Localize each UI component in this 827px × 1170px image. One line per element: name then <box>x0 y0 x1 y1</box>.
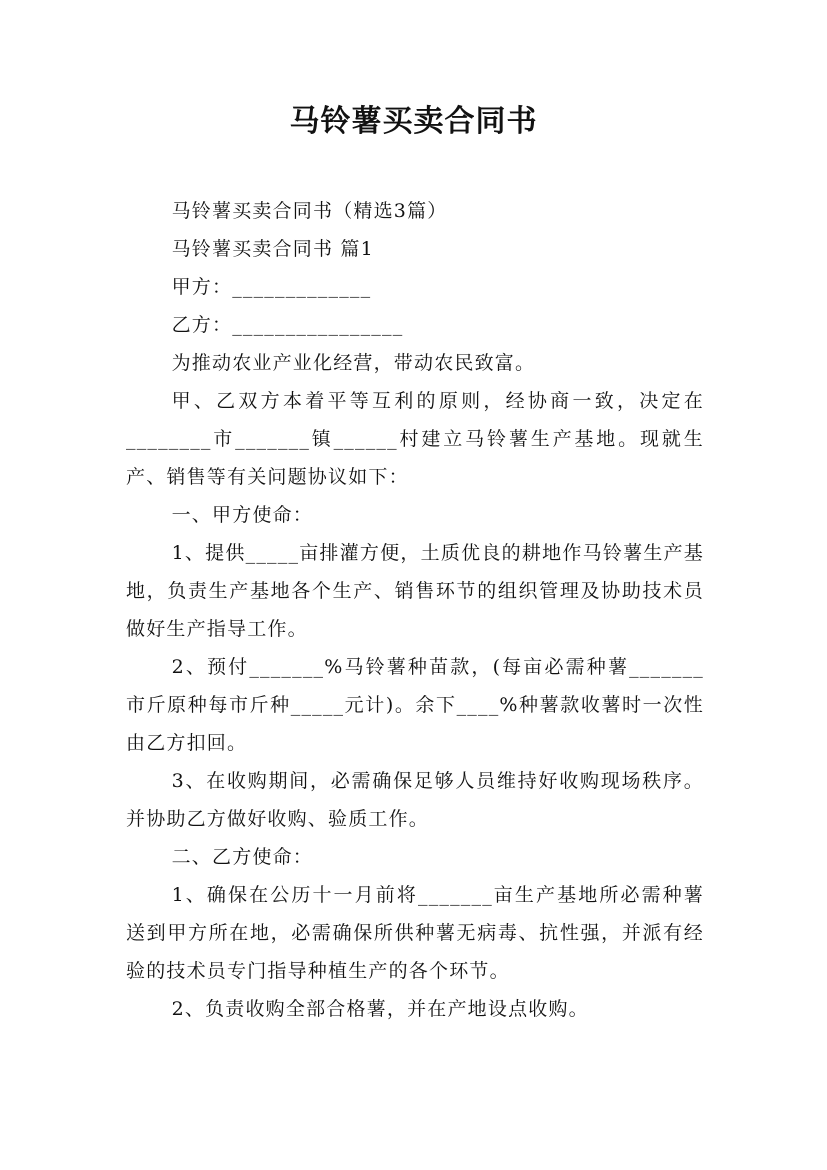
party-a-item-3: 3、在收购期间，必需确保足够人员维持好收购现场秩序。并协助乙方做好收购、验质工作。 <box>126 770 704 830</box>
section-heading-party-b: 二、乙方使命： <box>171 846 313 868</box>
paragraph-purpose: 为推动农业产业化经营，带动农民致富。 <box>171 352 536 374</box>
document-title: 马铃薯买卖合同书 <box>289 104 538 139</box>
party-b-item-2: 2、负责收购全部合格薯，并在产地设点收购。 <box>171 998 589 1020</box>
document-body <box>126 192 704 1028</box>
section-heading-party-a: 一、甲方使命： <box>171 504 313 526</box>
party-b-line: 乙方：________________ <box>171 314 404 336</box>
paragraph-agreement: 甲、乙双方本着平等互利的原则，经协商一致，决定在________市_______镇______村建立马铃薯生产基地。现就生产、销售等有关问题协议如下： <box>126 390 704 488</box>
paragraph-heading-part1: 马铃薯买卖合同书 篇1 <box>171 238 374 260</box>
party-b-item-1: 1、确保在公历十一月前将_______亩生产基地所必需种薯送到甲方所在地，必需确保所供种薯无病毒、抗性强，并派有经验的技术员专门指导种植生产的各个环节。 <box>126 884 704 982</box>
party-a-line: 甲方：_____________ <box>171 276 372 298</box>
party-a-item-1: 1、提供_____亩排灌方便，土质优良的耕地作马铃薯生产基地，负责生产基地各个生产、销售环节的组织管理及协助技术员做好生产指导工作。 <box>126 542 704 640</box>
party-a-item-2: 2、预付_______%马铃薯种苗款，(每亩必需种薯_______市斤原种每市斤种_____元计)。余下____%种薯款收薯时一次性由乙方扣回。 <box>126 656 704 754</box>
paragraph-heading-collection: 马铃薯买卖合同书（精选3篇） <box>171 200 448 222</box>
